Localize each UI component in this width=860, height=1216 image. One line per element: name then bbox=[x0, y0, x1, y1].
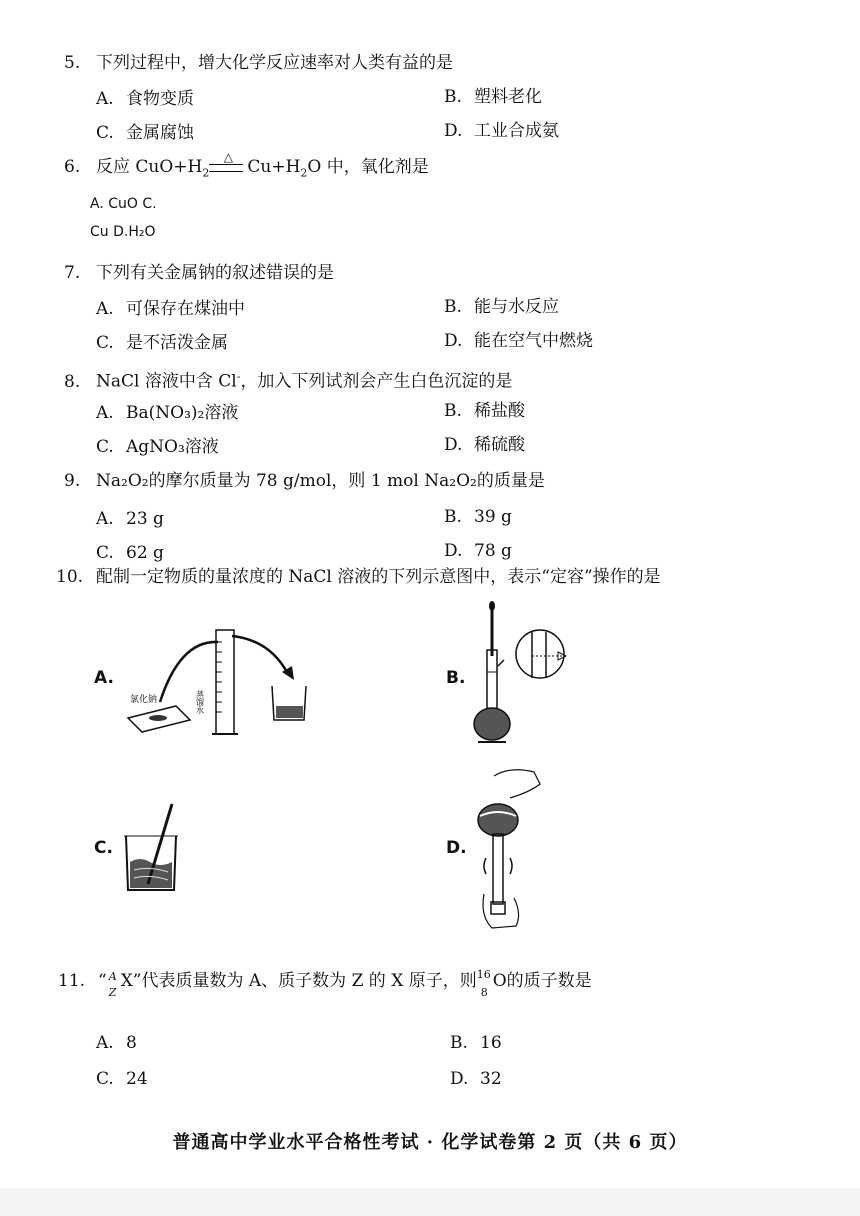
question-5 bbox=[64, 52, 453, 74]
option-letter: C. bbox=[96, 437, 114, 457]
option-d[interactable] bbox=[444, 330, 593, 352]
option-a[interactable] bbox=[96, 1032, 137, 1054]
option-text: 能在空气中燃烧 bbox=[474, 331, 593, 351]
option-a[interactable] bbox=[96, 298, 245, 320]
option-c[interactable] bbox=[96, 122, 194, 144]
question-number: 11. bbox=[58, 971, 86, 991]
option-text: 能与水反应 bbox=[474, 297, 559, 317]
beaker-solution bbox=[276, 706, 303, 718]
question-9 bbox=[64, 470, 545, 492]
option-text: 32 bbox=[480, 1069, 502, 1089]
oxygen-atomic-number: 8 bbox=[480, 986, 488, 999]
option-b[interactable] bbox=[444, 400, 525, 422]
question-number: 9. bbox=[64, 471, 81, 491]
magnified-view bbox=[516, 630, 564, 678]
question-11 bbox=[58, 968, 592, 999]
figure-label-c[interactable]: C. bbox=[94, 838, 113, 858]
stem-part: 反应 CuO+H bbox=[96, 157, 203, 177]
option-c[interactable] bbox=[96, 1068, 148, 1090]
option-text: 16 bbox=[480, 1033, 502, 1053]
superscript: - bbox=[236, 370, 241, 383]
question-8 bbox=[64, 366, 512, 393]
option-text: 23 g bbox=[126, 509, 164, 529]
option-text: AgNO₃溶液 bbox=[126, 437, 219, 457]
figure-c-stirring[interactable] bbox=[120, 800, 190, 900]
question-7 bbox=[64, 262, 334, 284]
option-letter: B. bbox=[444, 401, 462, 421]
inverted-flask-bulb bbox=[478, 804, 518, 836]
stem-part: ，加入下列试剂会产生白色沉淀的是 bbox=[240, 371, 513, 392]
question-stem: 下列过程中，增大化学反应速率对人类有益的是 bbox=[96, 53, 453, 73]
option-letter: B. bbox=[450, 1033, 468, 1053]
figure-d-shaking[interactable] bbox=[470, 766, 550, 936]
option-letter: B. bbox=[444, 297, 462, 317]
stem-part: X”代表质量数为 A、质子数为 Z 的 X 原子，则 bbox=[120, 971, 477, 991]
figure-label-b[interactable]: B. bbox=[446, 668, 466, 688]
figure-a-dissolving[interactable] bbox=[120, 620, 320, 740]
figure-label-d[interactable]: D. bbox=[446, 838, 467, 858]
oxygen-notation bbox=[476, 968, 493, 999]
label-distilled-water: 蒸馏水 bbox=[195, 690, 205, 714]
option-b[interactable] bbox=[444, 296, 559, 318]
option-letter: D. bbox=[444, 121, 463, 141]
question-number: 6. bbox=[64, 157, 81, 177]
option-a[interactable] bbox=[96, 402, 238, 424]
option-text: Ba(NO₃)₂溶液 bbox=[126, 403, 239, 423]
hand-bottom bbox=[483, 894, 519, 928]
motion-marks bbox=[484, 858, 512, 874]
option-d[interactable] bbox=[444, 540, 512, 562]
q6-options-line-1[interactable]: A. CuO C. bbox=[90, 196, 157, 212]
stem-part: Cu+H bbox=[247, 157, 301, 177]
page-footer: 普通高中学业水平合格性考试 · 化学试卷第 2 页（共 6 页） bbox=[172, 1132, 688, 1153]
question-6 bbox=[64, 150, 429, 184]
option-b[interactable] bbox=[444, 506, 512, 528]
flask-neck bbox=[487, 650, 497, 710]
question-stem: 配制一定物质的量浓度的 NaCl 溶液的下列示意图中，表示“定容”操作的是 bbox=[96, 567, 661, 587]
salt-pile bbox=[149, 715, 167, 721]
bottom-bar bbox=[0, 1188, 860, 1216]
subscript: 2 bbox=[202, 166, 210, 180]
nuclide-notation bbox=[107, 970, 121, 999]
option-text: 62 g bbox=[126, 543, 164, 563]
label-sodium-chloride: 氯化钠 bbox=[130, 695, 158, 705]
option-letter: B. bbox=[444, 87, 462, 107]
stem-part: “ bbox=[98, 971, 107, 991]
option-letter: D. bbox=[444, 331, 463, 351]
option-text: 金属腐蚀 bbox=[126, 123, 194, 143]
atomic-number-symbol: Z bbox=[108, 986, 117, 999]
stopper bbox=[498, 660, 504, 666]
option-c[interactable] bbox=[96, 436, 219, 458]
heat-symbol: △ bbox=[223, 150, 233, 164]
stem-part: 的质子数是 bbox=[506, 971, 592, 991]
option-b[interactable] bbox=[444, 86, 542, 108]
oxygen-mass-number: 16 bbox=[476, 968, 491, 981]
figure-b-volumetric-flask[interactable] bbox=[470, 600, 590, 750]
option-c[interactable] bbox=[96, 542, 164, 564]
flask-neck bbox=[493, 834, 503, 904]
option-letter: A. bbox=[96, 509, 114, 529]
option-text: 稀硫酸 bbox=[474, 435, 525, 455]
option-letter: C. bbox=[96, 1069, 114, 1089]
option-letter: C. bbox=[96, 543, 114, 563]
question-stem: 下列有关金属钠的叙述错误的是 bbox=[96, 263, 334, 283]
option-letter: D. bbox=[450, 1069, 469, 1089]
option-c[interactable] bbox=[96, 332, 228, 354]
option-text: 是不活泼金属 bbox=[126, 333, 228, 353]
option-text: 食物变质 bbox=[126, 89, 194, 109]
reaction-condition bbox=[209, 150, 247, 172]
option-letter: D. bbox=[444, 435, 463, 455]
option-text: 39 g bbox=[474, 507, 512, 527]
question-10 bbox=[56, 566, 661, 588]
option-a[interactable] bbox=[96, 508, 164, 530]
hand-top bbox=[494, 770, 540, 798]
dropper-bulb bbox=[489, 601, 495, 611]
option-d[interactable] bbox=[450, 1068, 502, 1090]
option-d[interactable] bbox=[444, 120, 559, 142]
arrow-water bbox=[232, 636, 288, 674]
option-letter: A. bbox=[96, 89, 114, 109]
question-number: 5. bbox=[64, 53, 81, 73]
oxygen-symbol: O bbox=[492, 971, 507, 991]
option-b[interactable] bbox=[450, 1032, 502, 1054]
option-letter: A. bbox=[96, 299, 114, 319]
option-text: 工业合成氨 bbox=[474, 121, 559, 141]
option-letter: B. bbox=[444, 507, 462, 527]
subscript: 2 bbox=[300, 166, 308, 180]
option-letter: C. bbox=[96, 123, 114, 143]
option-letter: C. bbox=[96, 333, 114, 353]
question-number: 7. bbox=[64, 263, 81, 283]
question-number: 10. bbox=[56, 567, 84, 587]
option-a[interactable] bbox=[96, 88, 194, 110]
option-text: 可保存在煤油中 bbox=[126, 299, 245, 319]
option-d[interactable] bbox=[444, 434, 525, 456]
mass-number-symbol: A bbox=[108, 970, 117, 983]
option-text: 24 bbox=[126, 1069, 148, 1089]
option-letter: A. bbox=[96, 403, 114, 423]
flask-bulb bbox=[474, 708, 510, 740]
option-text: 78 g bbox=[474, 541, 512, 561]
question-stem: Na₂O₂的摩尔质量为 78 g/mol，则 1 mol Na₂O₂的质量是 bbox=[96, 471, 545, 491]
q6-options-line-2[interactable]: Cu D.H₂O bbox=[90, 224, 156, 240]
arrow-salt bbox=[160, 642, 218, 702]
option-letter: A. bbox=[96, 1033, 114, 1053]
question-number: 8. bbox=[64, 371, 81, 392]
option-text: 8 bbox=[126, 1033, 137, 1053]
stem-part: NaCl 溶液中含 Cl bbox=[96, 371, 237, 392]
figure-label-a[interactable]: A. bbox=[94, 668, 114, 688]
option-letter: D. bbox=[444, 541, 463, 561]
option-text: 塑料老化 bbox=[474, 87, 542, 107]
option-text: 稀盐酸 bbox=[474, 401, 525, 421]
stem-part: O 中，氧化剂是 bbox=[307, 157, 429, 177]
